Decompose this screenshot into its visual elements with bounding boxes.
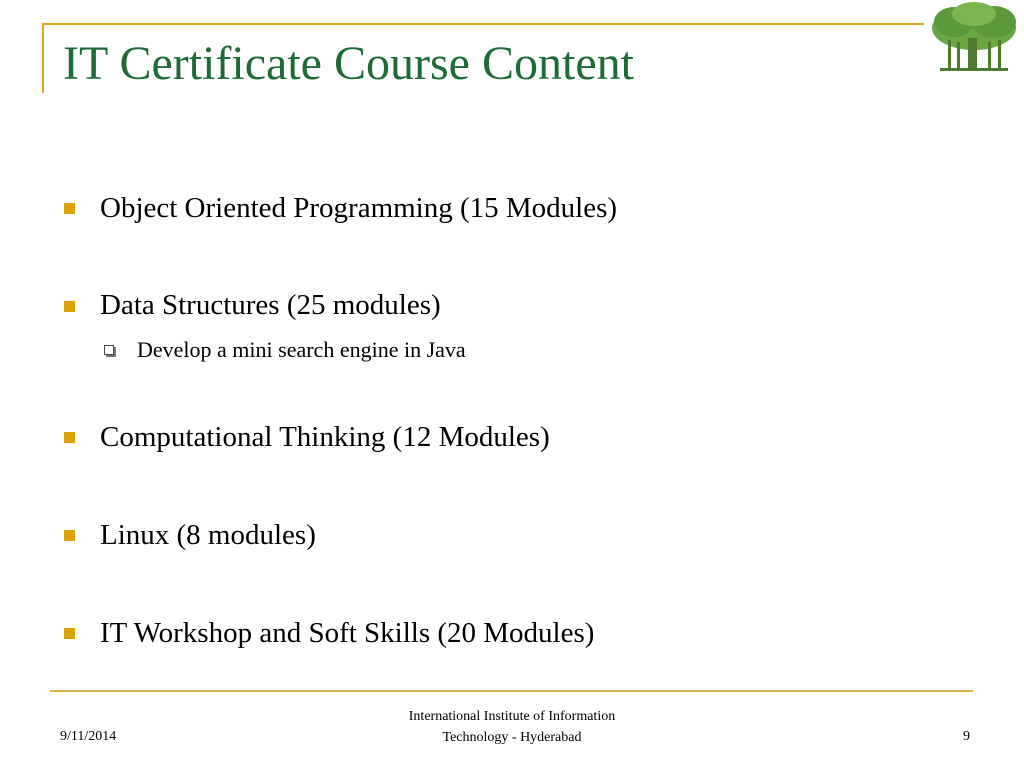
square-bullet-icon: [64, 530, 75, 541]
footer-rule: [50, 690, 973, 692]
slide-title: IT Certificate Course Content: [63, 37, 634, 90]
list-item: Computational Thinking (12 Modules): [100, 421, 550, 453]
list-item: Object Oriented Programming (15 Modules): [100, 192, 618, 224]
list-item: Data Structures (25 modules): [100, 289, 441, 321]
square-bullet-icon: [64, 628, 75, 639]
sub-list-item: Develop a mini search engine in Java: [137, 337, 466, 362]
square-bullet-icon: [64, 203, 75, 214]
square-bullet-icon: [64, 301, 75, 312]
footer-org-line-2: Technology - Hyderabad: [442, 730, 582, 745]
footer-organization: [362, 706, 662, 748]
page-number: 9: [963, 729, 970, 744]
list-item: Linux (8 modules): [100, 519, 316, 551]
footer-date: 9/11/2014: [60, 729, 117, 744]
square-bullet-icon: [64, 432, 75, 443]
hollow-square-bullet-icon: [104, 345, 114, 355]
list-item: IT Workshop and Soft Skills (20 Modules): [100, 617, 595, 649]
footer-org-line-1: International Institute of Information: [408, 709, 616, 724]
